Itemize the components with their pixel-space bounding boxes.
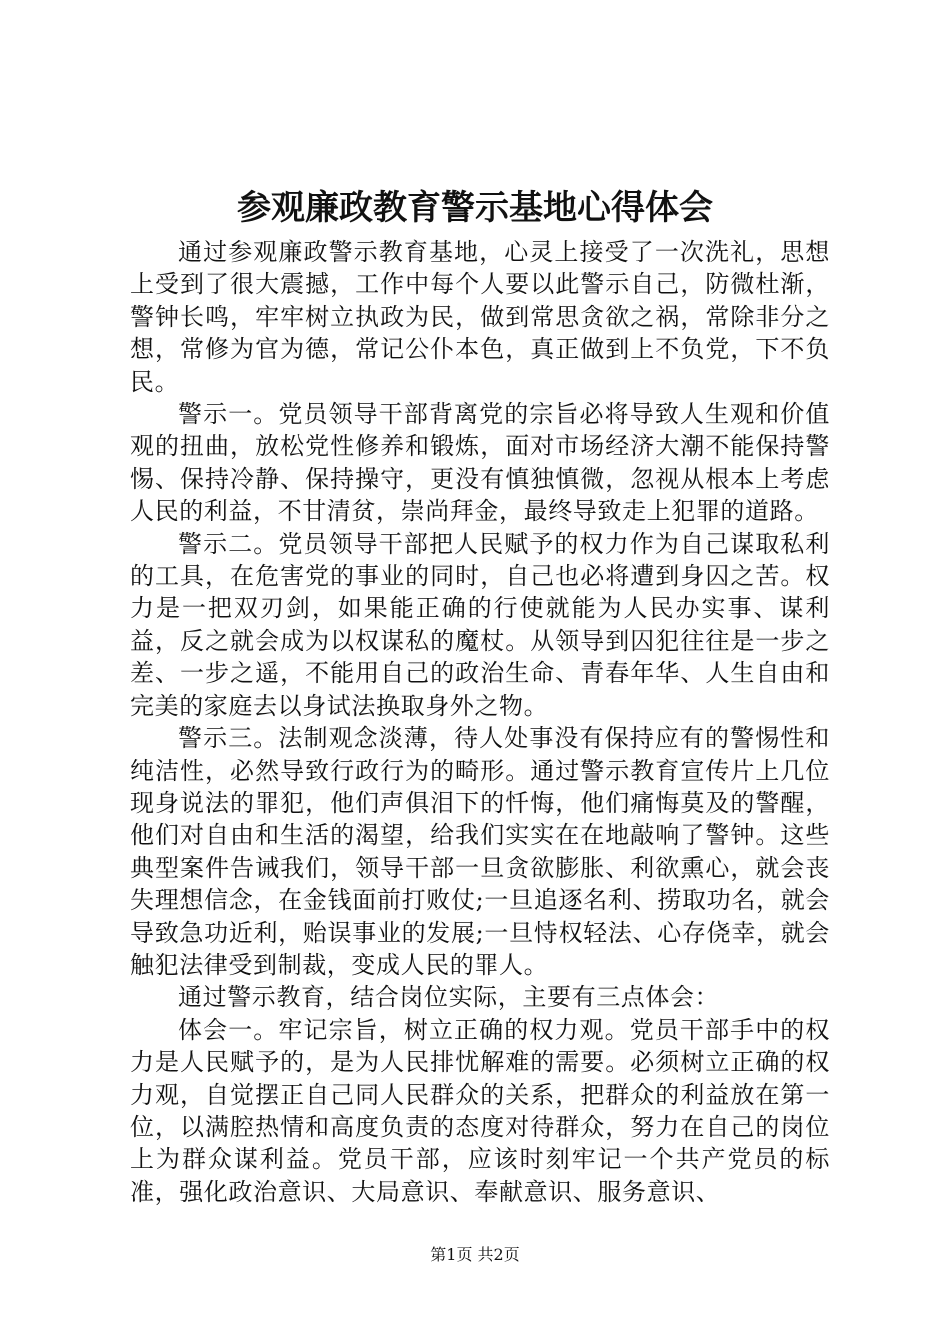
paragraph-insight-1: 体会一。牢记宗旨，树立正确的权力观。党员干部手中的权力是人民赋予的，是为人民排忧解难的需要。必须树立正确的权力观，自觉摆正自己同人民群众的关系，把群众的利益放在第一位，以满腔热情和高度负责的态度对待群众，努力在自己的岗位上为群众谋利益。党员干部，应该时刻牢记一个共产党员的标准，强化政治意识、大局意识、奉献意识、服务意识、 xyxy=(130,1015,830,1206)
document-body xyxy=(130,236,830,1208)
page-footer: 第1页 共2页 xyxy=(430,1245,520,1264)
paragraph-summary-intro: 通过警示教育，结合岗位实际，主要有三点体会： xyxy=(178,983,720,1012)
paragraph-warning-2: 警示二。党员领导干部把人民赋予的权力作为自己谋取私利的工具，在危害党的事业的同时，自己也必将遭到身囚之苦。权力是一把双刃剑，如果能正确的行使就能为人民办实事、谋利益，反之就会成为以权谋私的魔杖。从领导到囚犯往往是一步之差、一步之遥，不能用自己的政治生命、青春年华、人生自由和完美的家庭去以身试法换取身外之物。 xyxy=(130,529,830,720)
paragraph-warning-1: 警示一。党员领导干部背离党的宗旨必将导致人生观和价值观的扭曲，放松党性修养和锻炼，面对市场经济大潮不能保持警惕、保持冷静、保持操守，更没有慎独慎微，忽视从根本上考虑人民的利益，不甘清贫，崇尚拜金，最终导致走上犯罪的道路。 xyxy=(130,400,830,526)
paragraph-intro: 通过参观廉政警示教育基地，心灵上接受了一次洗礼，思想上受到了很大震撼，工作中每个人要以此警示自己，防微杜渐，警钟长鸣，牢牢树立执政为民，做到常思贪欲之祸，常除非分之想，常修为官为德，常记公仆本色，真正做到上不负党，下不负民。 xyxy=(130,238,830,396)
paragraph-warning-3: 警示三。法制观念淡薄，待人处事没有保持应有的警惕性和纯洁性，必然导致行政行为的畸形。通过警示教育宣传片上几位现身说法的罪犯，他们声俱泪下的忏悔，他们痛悔莫及的警醒，他们对自由和生活的渴望，给我们实实在在地敲响了警钟。这些典型案件告诫我们，领导干部一旦贪欲膨胀、利欲熏心，就会丧失理想信念，在金钱面前打败仗;一旦追逐名利、捞取功名，就会导致急功近利，贻误事业的发展;一旦恃权轻法、心存侥幸，就会触犯法律受到制裁，变成人民的罪人。 xyxy=(130,724,830,979)
document-title: 参观廉政教育警示基地心得体会 xyxy=(237,188,713,228)
